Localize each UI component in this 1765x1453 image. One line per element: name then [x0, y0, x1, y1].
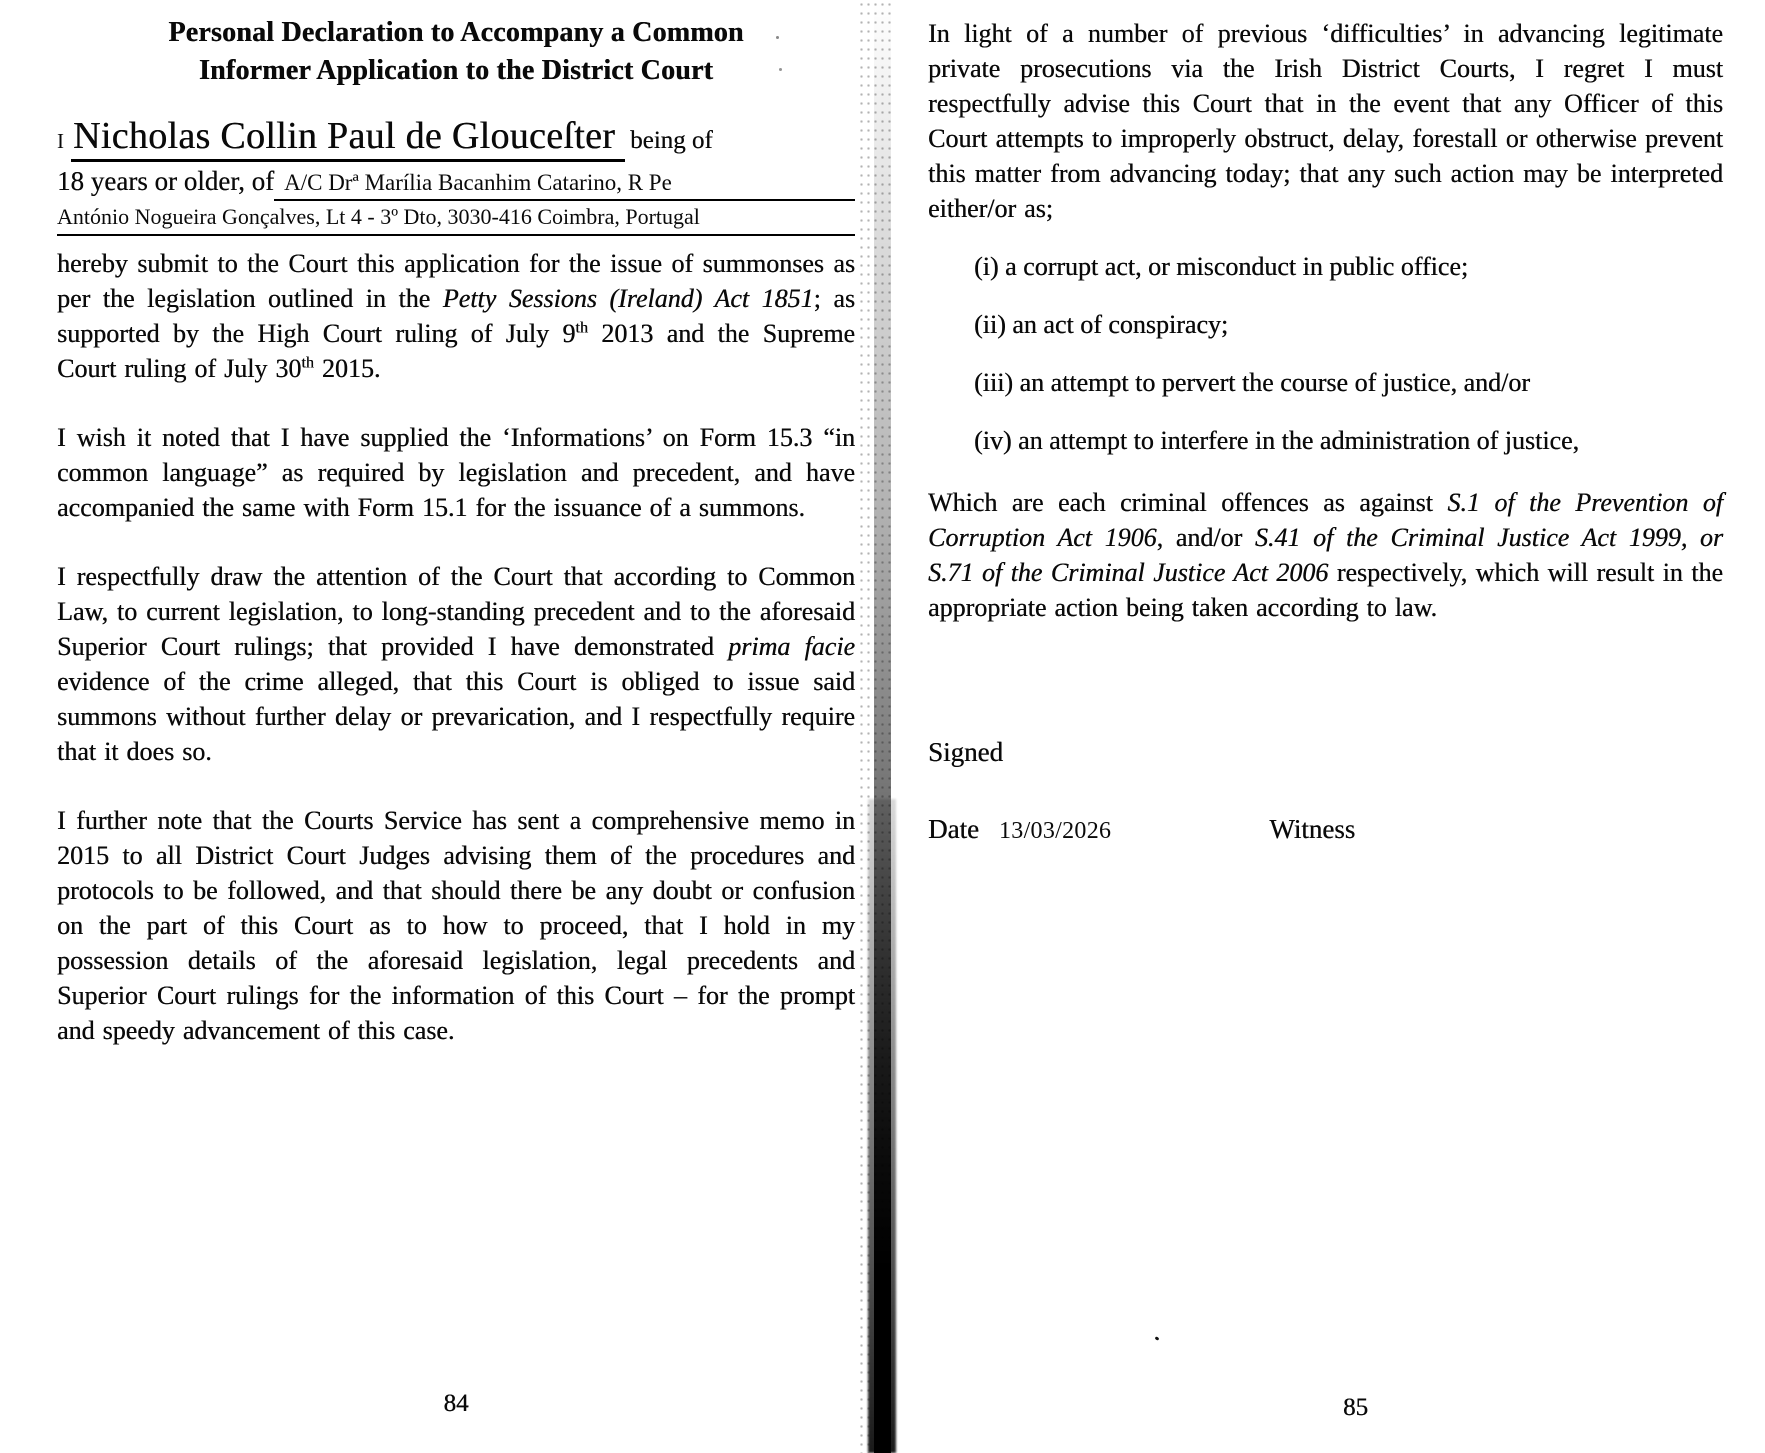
- declarant-line: [57, 114, 855, 162]
- page-number-right: 85: [1343, 1394, 1368, 1421]
- body-paragraph: [928, 16, 1723, 226]
- italic-run: prima facie: [728, 632, 855, 661]
- text-run: hereby submit to the Court this application for the issue of summonses as per the legislation outlined in the: [57, 249, 855, 313]
- superscript-run: th: [301, 354, 314, 372]
- text-run: In light of a number of previous ‘difficulties’ in advancing legitimate private prosecutions via the Irish District Courts, I regret I must respectfully advise this Court that in the event that any Officer of this Court attempts to improperly obstruct, delay, forestall or otherwise prevent this matter from advancing today; that any such action may be interpreted either/or as;: [928, 19, 1723, 223]
- text-run: I wish it noted that I have supplied the ‘Informations’ on Form 15.3 “in common language” as required by legislation and precedent, and have accompanied the same with Form 15.1 for the issuance of a summons.: [57, 423, 855, 522]
- page-title: [57, 14, 855, 90]
- text-run: I further note that the Courts Service has sent a comprehensive memo in 2015 to all District Court Judges advising them of the procedures and protocols to be followed, and that should there be any doubt or confusion on the part of this Court as to how to proceed, that I hold in my possession details of the aforesaid legislation, legal precedents and Superior Court rulings for the information of this Court – for the prompt and speedy advancement of this case.: [57, 806, 855, 1045]
- italic-run: Petty Sessions (Ireland) Act 1851: [442, 284, 814, 313]
- text-run: Which are each criminal offences as against: [928, 488, 1448, 517]
- text-run: respectively, which will result in the appropriate action being taken according to law.: [928, 558, 1723, 622]
- list-item: (ii) an act of conspiracy;: [974, 310, 1229, 339]
- scan-speck: [779, 68, 782, 71]
- witness-label: Witness: [1269, 814, 1356, 844]
- scan-speck: [776, 36, 779, 39]
- date-witness-row: [928, 814, 1723, 845]
- scan-speck: [1155, 1336, 1160, 1341]
- page-title-line2: Informer Application to the District Court: [198, 55, 714, 86]
- address-field-line2: António Nogueira Gonçalves, Lt 4 - 3º Dto, 3030-416 Coimbra, Portugal: [57, 204, 855, 236]
- text-run: 2015.: [313, 354, 381, 383]
- binding-shadow-speckle: [858, 0, 894, 1453]
- italic-run: S.1 of the Prevention of Corruption Act 1906: [928, 488, 1723, 552]
- signed-label: Signed: [928, 737, 1004, 767]
- page-title-line1: Personal Declaration to Accompany a Common: [168, 17, 744, 48]
- text-run: I respectfully draw the attention of the Court that according to Common Law, to current legislation, to long-standing precedent and to the aforesaid Superior Court rulings; that provided I have demonstrated: [57, 562, 855, 661]
- age-address-line: [57, 166, 855, 201]
- italic-run: S.41 of the Criminal Justice Act 1999, or S.71 of the Criminal Justice Act 2006: [928, 523, 1724, 587]
- binding-shadow-core: [874, 0, 891, 1453]
- list-item: (i) a corrupt act, or misconduct in public office;: [974, 252, 1469, 281]
- date-label: Date: [928, 814, 979, 844]
- text-run: , and/or: [1156, 523, 1255, 552]
- address-field-line1: A/C Drª Marília Bacanhim Catarino, R Pe: [274, 170, 855, 201]
- date-value: 13/03/2026: [998, 818, 1112, 844]
- page-number-left: 84: [443, 1390, 469, 1417]
- age-label: 18 years or older, of: [57, 166, 275, 196]
- declarant-name: Nicholas Collin Paul de Glouceſter: [71, 114, 625, 162]
- superscript-run: th: [575, 319, 588, 337]
- list-item: (iv) an attempt to interfere in the administration of justice,: [974, 426, 1580, 455]
- page-right: [928, 0, 1723, 845]
- body-paragraph: [928, 485, 1723, 625]
- binding-shadow-core-wide: [868, 799, 896, 1453]
- binding-shadow: [854, 0, 902, 1453]
- body-paragraph: [57, 246, 855, 386]
- body-paragraph: [57, 803, 855, 1048]
- text-run: 2013 and the Supreme Court ruling of July 30: [57, 319, 855, 383]
- page-left: [57, 0, 855, 1048]
- declarant-pre-label: I: [57, 129, 64, 153]
- list-item: (iii) an attempt to pervert the course of justice, and/or: [974, 368, 1530, 397]
- body-paragraph: [57, 420, 855, 525]
- declarant-suffix-label: being of: [630, 127, 713, 154]
- text-run: ; as supported by the High Court ruling of July 9: [57, 284, 855, 348]
- numbered-list: [928, 249, 1723, 458]
- address-line2-row: [57, 204, 855, 236]
- body-paragraph: [57, 559, 855, 769]
- text-run: evidence of the crime alleged, that this Court is obliged to issue said summons without further delay or prevarication, and I respectfully require that it does so.: [57, 667, 855, 766]
